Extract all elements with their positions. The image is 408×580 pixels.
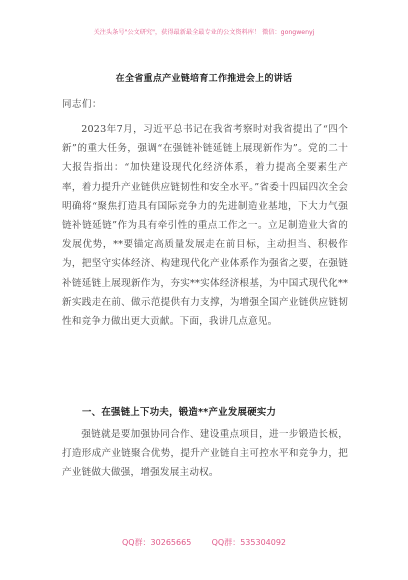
footer-contact-info: QQ群：30265665 QQ群：535304092 [121,538,287,547]
body-paragraph-1: 2023年7月，习近平总书记在我省考察时对我省提出了“四个新”的重大任务，强调“在强链补链延链上展现新作为”。党的二十大报告指出：“加快建设现代化经济体系，着力提高全要素生产率，着力提升产业链供应链韧性和安全水平。”省委十四届四次全会明确将“聚焦打造具有国际竞争力的先进制造业基地，下大力气强链补链延链”作为具有牵引性的重点工作之一。立足制造业大省的发展优势，**要锚定高质量发展走在前目标，主动担当、积极作为，把坚守实体经济、构建现代化产业体系作为强省之要，在强链补链延链上展现新作为，夯实**实体经济根基，为中国式现代化**新实践走在前、做示范提供有力支撑，为增强全国产业链供应链韧性和竞争力做出更大贡献。下面，我讲几点意见。 [62,124,348,328]
document-title: 在全省重点产业链培育工作推进会上的讲话 [115,74,293,84]
section-heading-1: 一、在强链上下功夫，锻造**产业发展硬实力 [82,407,277,418]
body-paragraph-2: 强链就是要加强协同合作、建设重点项目，进一步锻造长板，打造形成产业链聚合优势，提升产业链自主可控水平和竞争力，把产业链做大做强，增强发展主动权。 [62,429,348,479]
header-promo-banner: 关注头条号"公文研究"，获得最新最全最专业的公文资料库！ 微信：gongwenyj [93,29,315,36]
salutation: 同志们： [62,99,103,110]
